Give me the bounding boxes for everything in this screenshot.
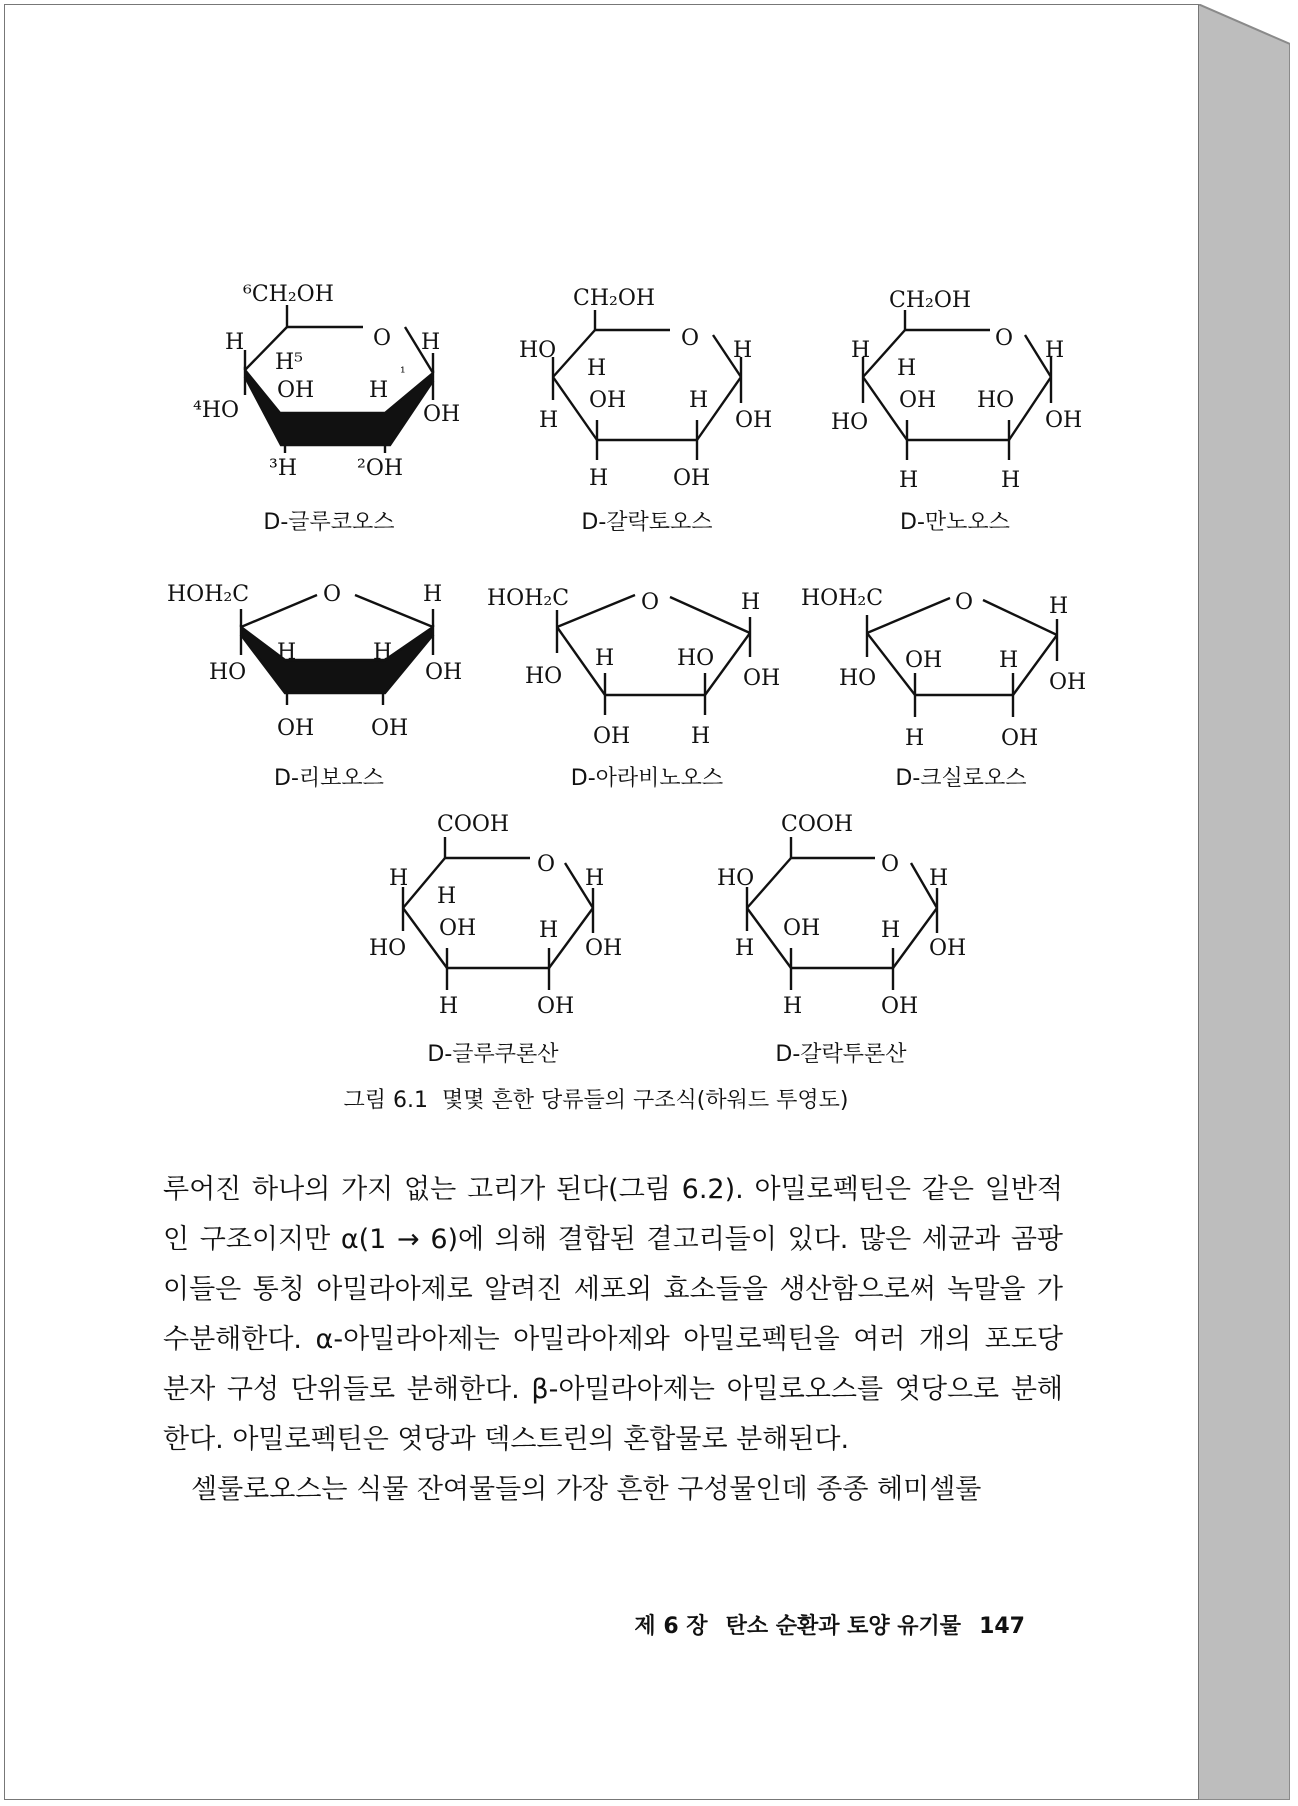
figure-number: 그림 6.1 [343,1088,429,1113]
atom-label: COOH [781,812,854,837]
atom-label: CH₂OH [889,288,972,313]
atom-label: H [735,936,755,961]
atom-label: HO [831,410,869,435]
atom-label: OH [905,648,943,673]
atom-label: OH [929,936,967,961]
book-edge [1198,4,1290,1800]
atom-label: OH [899,388,937,413]
atom-label: ⁶CH₂OH [243,282,334,307]
atom-label: ¹ [400,365,406,381]
atom-label: H [999,648,1019,673]
atom-label: O [681,326,700,351]
atom-label: OH [423,402,461,427]
page-number: 147 [979,1614,1025,1639]
chapter-number: 제 6 장 [634,1614,708,1639]
atom-label: OH [881,994,919,1019]
atom-label: H [277,640,297,665]
running-footer [616,1609,1025,1640]
atom-label: HOH₂C [487,586,570,611]
atom-label: H [741,590,761,615]
figure-caption-text: 몇몇 흔한 당류들의 구조식(하워드 투영도) [442,1088,849,1113]
atom-label: H [437,884,457,909]
atom-label: H [369,378,389,403]
atom-label: O [995,326,1014,351]
atom-label: H [733,338,753,363]
sugar-structures-figure [5,5,1201,1075]
atom-label: H [689,388,709,413]
molecule-name: D-크실로오스 [895,766,1027,791]
atom-label: H [225,330,245,355]
molecule-name: D-갈락토오스 [581,510,713,535]
atom-label: O [537,852,556,877]
atom-label: H [539,918,559,943]
atom-label: HOH₂C [801,586,884,611]
paragraph: 루어진 하나의 가지 없는 고리가 된다(그림 6.2). 아밀로펙틴은 같은 일반적인 구조이지만 α(1 → 6)에 의해 결합된 곁고리들이 있다. 많은 세균과 곰팡이들은 통칭 아밀라아제로 알려진 세포외 효소들을 생산함으로써 녹말을 가수분해한다. α-아밀라아제는 아밀라아제와 아밀로펙틴을 여러 개의 포도당 분자 구성 단위들로 분해한다. β-아밀라아제는 아밀로오스를 엿당으로 분해한다. 아밀로펙틴은 엿당과 덱스트린의 혼합물로 분해된다. [163,1174,1063,1455]
chapter-title: 탄소 순환과 토양 유기물 [725,1614,962,1639]
atom-label: H [1001,468,1021,493]
molecule-name: D-만노오스 [900,510,1010,535]
atom-label: H [421,330,441,355]
atom-label: OH [735,408,773,433]
ribose-ring [241,595,433,705]
atom-label: H [899,468,919,493]
molecule-name: D-글루쿠론산 [427,1042,559,1067]
atom-label: HO [209,660,247,685]
atom-label: H [587,356,607,381]
atom-label: H [1049,594,1069,619]
atom-label: HO [717,866,755,891]
atom-label: OH [537,994,575,1019]
atom-label: H [897,356,917,381]
mannose-ring [863,310,1051,460]
atom-label: O [641,590,660,615]
atom-label: H [373,640,393,665]
atom-label: O [955,590,974,615]
paragraph: 셀룰로오스는 식물 잔여물들의 가장 흔한 구성물인데 종종 헤미셀룰 [191,1474,982,1505]
atom-label: CH₂OH [573,286,656,311]
atom-label: H [539,408,559,433]
body-text [163,1165,1063,1515]
atom-label: HO [525,664,563,689]
molecule-name: D-갈락투론산 [775,1042,907,1067]
atom-label: OH [585,936,623,961]
atom-label: H [595,646,615,671]
atom-label: OH [593,724,631,749]
atom-label: OH [425,660,463,685]
glucuronic-ring [403,837,593,990]
atom-label: OH [439,916,477,941]
atom-label: OH [1049,670,1087,695]
atom-label: ³H [269,456,298,481]
atom-label: OH [277,716,315,741]
atom-label: H [905,726,925,751]
molecule-name: D-아라비노오스 [570,766,724,791]
atom-label: H [881,918,901,943]
atom-label: H [929,866,949,891]
atom-label: H [389,866,409,891]
atom-label: H [1045,338,1065,363]
atom-label: H [589,466,609,491]
atom-label: HO [677,646,715,671]
atom-label: O [323,582,342,607]
atom-label: OH [371,716,409,741]
atom-label: OH [783,916,821,941]
atom-label: H [585,866,605,891]
atom-label: O [881,852,900,877]
atom-label: H [439,994,459,1019]
atom-label: HO [369,936,407,961]
atom-label: OH [589,388,627,413]
atom-label: COOH [437,812,510,837]
atom-label: HO [519,338,557,363]
atom-label: OH [743,666,781,691]
atom-label: H [783,994,803,1019]
book-page [4,4,1200,1800]
atom-label: H [423,582,443,607]
molecule-name: D-리보오스 [274,766,384,791]
atom-label: H⁵ [275,350,304,375]
atom-label: OH [1001,726,1039,751]
atom-label: HOH₂C [167,582,250,607]
atom-label: HO [839,666,877,691]
atom-label: OH [1045,408,1083,433]
molecule-name: D-글루코오스 [263,510,395,535]
atom-label: HO [977,388,1015,413]
atom-label: OH [673,466,711,491]
atom-label: OH [277,378,315,403]
atom-label: O [373,326,392,351]
atom-label: H [851,338,871,363]
xylose-ring [867,598,1057,717]
galacturonic-ring [747,837,937,990]
figure-caption [5,1083,1201,1114]
atom-label: ²OH [357,456,404,481]
galactose-ring [553,310,741,460]
atom-label: ⁴HO [193,398,240,423]
atom-label: H [691,724,711,749]
